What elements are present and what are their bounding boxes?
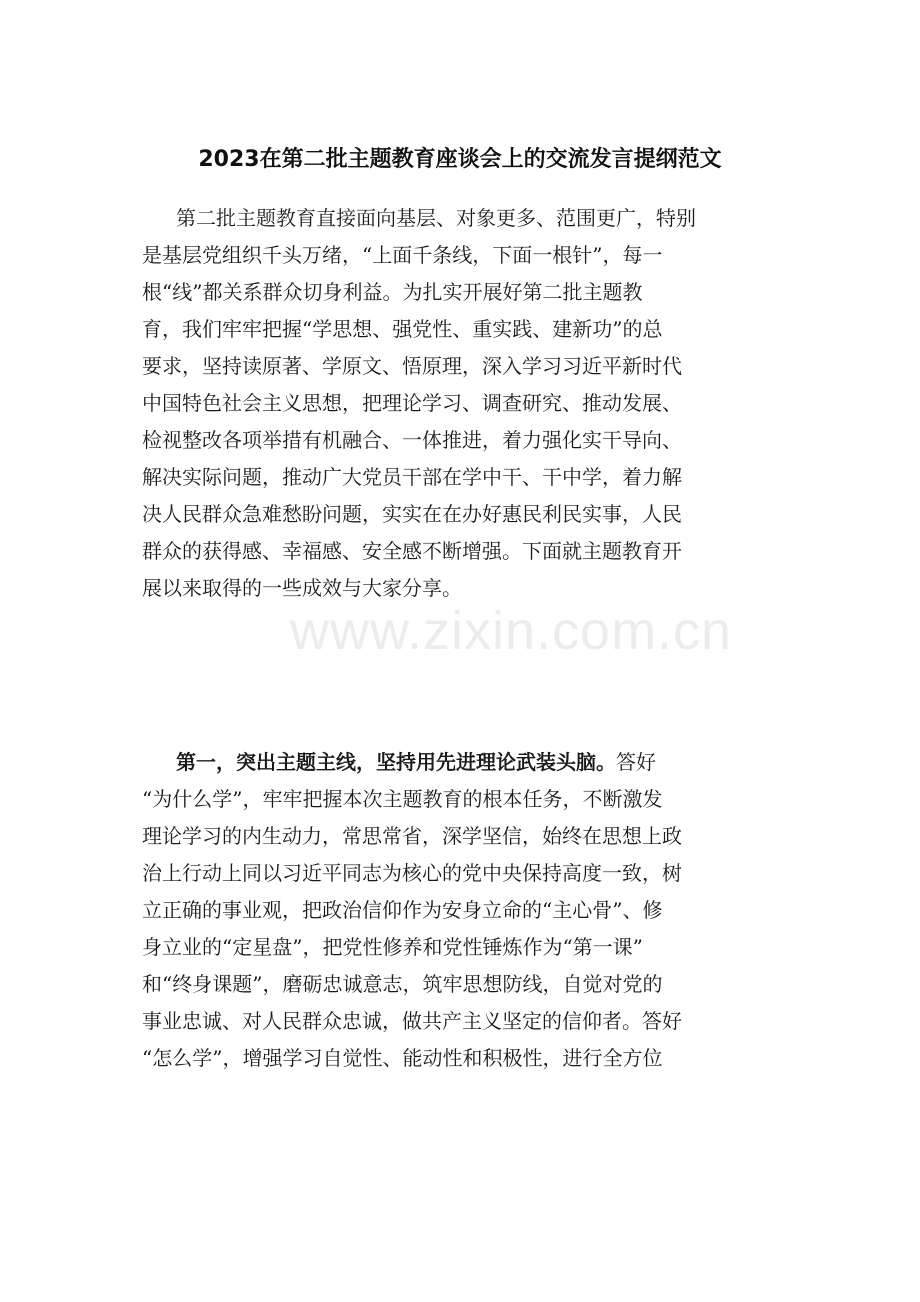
paragraph-line: 和“终身课题”，磨砺忠诚意志，筑牢思想防线，自觉对党的 [142, 972, 663, 996]
paragraph-first-line [142, 744, 772, 781]
paragraph-intro [142, 200, 772, 607]
paragraph-line: 群众的获得感、幸福感、安全感不断增强。下面就主题教育开 [142, 539, 682, 563]
paragraph-line: “怎么学”，增强学习自觉性、能动性和积极性，进行全方位 [142, 1046, 663, 1070]
watermark: www.zixin.com.cn [290, 601, 733, 661]
paragraph-line: 检视整改各项举措有机融合、一体推进，着力强化实干导向、 [142, 428, 682, 452]
document-title: 2023在第二批主题教育座谈会上的交流发言提纲范文 [198, 147, 722, 172]
paragraph-line: 理论学习的内生动力，常思常省，深学坚信，始终在思想上政 [142, 824, 682, 848]
section-lead-heading: 第一，突出主题主线，坚持用先进理论武装头脑。 [176, 750, 616, 774]
paragraph-line: 第二批主题教育直接面向基层、对象更多、范围更广，特别 [176, 206, 696, 230]
paragraph-line: 立正确的事业观，把政治信仰作为安身立命的“主心骨”、修 [142, 898, 663, 922]
paragraph-line: “为什么学”，牢牢把握本次主题教育的根本任务，不断激发 [142, 787, 663, 811]
paragraph-line: 是基层党组织千头万绪，“上面千条线，下面一根针”，每一 [142, 243, 663, 267]
paragraph-line: 解决实际问题，推动广大党员干部在学中干、干中学，着力解 [142, 465, 682, 489]
paragraph-line: 中国特色社会主义思想，把理论学习、调查研究、推动发展、 [142, 391, 682, 415]
paragraph-line: 要求，坚持读原著、学原文、悟原理，深入学习习近平新时代 [142, 354, 682, 378]
paragraph-line: 展以来取得的一些成效与大家分享。 [142, 576, 462, 600]
paragraph-first-point [142, 744, 772, 1077]
paragraph-line: 根“线”都关系群众切身利益。为扎实开展好第二批主题教 [142, 280, 643, 304]
paragraph-line: 育，我们牢牢把握“学思想、强党性、重实践、建新功”的总 [142, 317, 663, 341]
paragraph-line: 事业忠诚、对人民群众忠诚，做共产主义坚定的信仰者。答好 [142, 1009, 682, 1033]
paragraph-line-rest: 答好 [616, 750, 656, 774]
paragraph-line: 决人民群众急难愁盼问题，实实在在办好惠民利民实事，人民 [142, 502, 682, 526]
paragraph-line: 治上行动上同以习近平同志为核心的党中央保持高度一致，树 [142, 861, 682, 885]
paragraph-line: 身立业的“定星盘”，把党性修养和党性锤炼作为“第一课” [142, 935, 643, 959]
